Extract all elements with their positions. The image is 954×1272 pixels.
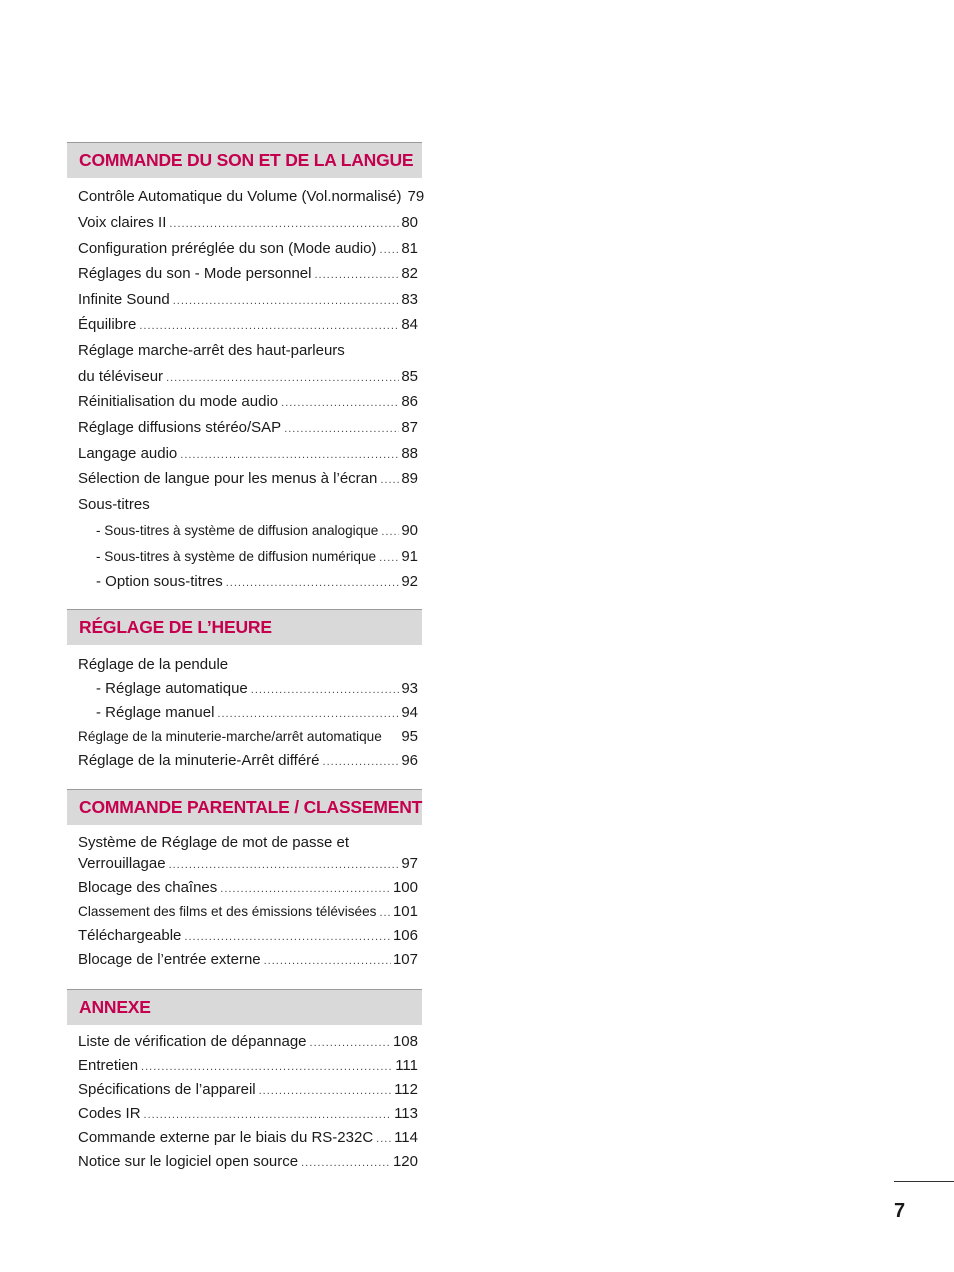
entry-label: Codes IR [78, 1105, 141, 1122]
toc-section-time [67, 609, 422, 769]
entry-label: Blocage de l’entrée externe [78, 951, 261, 968]
dot-leader [217, 708, 399, 720]
entry-label: Équilibre [78, 316, 137, 333]
section-title: RÉGLAGE DE L’HEURE [79, 617, 272, 637]
entry-label: Réinitialisation du mode audio [78, 393, 279, 410]
entry-label: Blocage des chaînes [78, 879, 218, 896]
entry-label: Sous-titres [78, 496, 150, 513]
entry-page: 87 [401, 419, 418, 436]
toc-entry[interactable] [96, 522, 418, 539]
toc-entry[interactable] [96, 680, 418, 697]
toc-entry[interactable] [78, 316, 418, 333]
toc-entry[interactable] [96, 704, 418, 721]
dot-leader [166, 372, 399, 384]
toc-entry[interactable] [78, 265, 418, 282]
section-header [67, 609, 422, 645]
dot-leader [381, 526, 399, 538]
dot-leader [310, 1037, 391, 1049]
entry-label: Verrouillagae [78, 855, 166, 872]
section-title: COMMANDE PARENTALE / CLASSEMENT [79, 797, 423, 817]
toc-entry[interactable] [78, 752, 418, 769]
entry-page: 113 [394, 1105, 418, 1122]
entry-label: Entretien [78, 1057, 139, 1074]
toc-entry[interactable] [78, 951, 418, 968]
toc-section-parental [67, 789, 423, 968]
entry-page: 80 [401, 214, 418, 231]
dot-leader [323, 756, 400, 768]
entry-page: 84 [401, 316, 418, 333]
dot-leader [379, 907, 391, 919]
entry-page: 85 [401, 368, 418, 385]
toc-entry[interactable] [78, 240, 418, 257]
dot-leader [139, 320, 399, 332]
entry-page: 106 [392, 927, 418, 944]
toc-entry[interactable] [78, 1057, 418, 1074]
dot-leader [220, 883, 391, 895]
entry-label: Classement des films et des émissions télévisées [78, 904, 377, 919]
entry-label: - Option sous-titres [96, 573, 223, 590]
dot-leader [184, 931, 391, 943]
entry-page: 100 [392, 879, 418, 896]
page-number-rule [894, 1181, 954, 1182]
entry-label: Langage audio [78, 445, 178, 462]
entry-label: du téléviseur [78, 368, 164, 385]
dot-leader [284, 423, 399, 435]
entry-page: 88 [401, 445, 418, 462]
dot-leader [251, 684, 400, 696]
entry-page: 101 [392, 903, 418, 920]
dot-leader [380, 474, 399, 486]
toc-entry[interactable] [78, 214, 418, 231]
entry-page: 92 [401, 573, 418, 590]
entry-label: Réglage de la minuterie-Arrêt différé [78, 752, 320, 769]
toc-entry[interactable] [78, 656, 418, 673]
toc-entry[interactable] [78, 470, 418, 487]
entry-label: Sélection de langue pour les menus à l’écran [78, 470, 378, 487]
dot-leader [379, 552, 399, 564]
section-title: COMMANDE DU SON ET DE LA LANGUE [79, 150, 414, 170]
entry-page: 96 [401, 752, 418, 769]
toc-entry[interactable] [78, 342, 418, 359]
toc-entry[interactable] [78, 1129, 418, 1146]
entry-page: 107 [392, 951, 418, 968]
entry-page: 81 [401, 240, 418, 257]
toc-entry[interactable] [96, 573, 418, 590]
toc-section-appendix [67, 989, 422, 1170]
toc-entry[interactable] [78, 188, 425, 205]
toc-entry[interactable] [78, 393, 418, 410]
entry-label: Réglages du son - Mode personnel [78, 265, 312, 282]
entry-label: Configuration préréglée du son (Mode audio) [78, 240, 377, 257]
entry-page: 90 [401, 522, 418, 539]
entry-page: 79 [407, 188, 425, 205]
section-title: ANNEXE [79, 997, 151, 1017]
entry-page: 86 [401, 393, 418, 410]
toc-entry[interactable] [78, 1033, 418, 1050]
entry-page: 82 [401, 265, 418, 282]
dot-leader [314, 269, 399, 281]
entry-page: 111 [395, 1057, 418, 1074]
section-header [67, 989, 422, 1025]
dot-leader [226, 577, 400, 589]
toc-entry[interactable] [96, 548, 418, 565]
entry-page: 95 [401, 728, 418, 745]
entry-label: Contrôle Automatique du Volume (Vol.normalisé) [78, 188, 402, 205]
dot-leader [141, 1061, 393, 1073]
entry-label: Réglage de la pendule [78, 656, 229, 673]
entry-label: - Sous-titres à système de diffusion analogique [96, 523, 379, 538]
toc-entry[interactable] [78, 1105, 418, 1122]
dot-leader [376, 1133, 392, 1145]
dot-leader [264, 955, 391, 967]
dot-leader [259, 1085, 392, 1097]
toc-entry[interactable] [78, 1081, 418, 1098]
entry-label: Infinite Sound [78, 291, 170, 308]
section-header [67, 789, 422, 825]
entry-label: Réglage de la minuterie-marche/arrêt automatique [78, 729, 382, 744]
entry-page: 108 [392, 1033, 418, 1050]
section-header [67, 142, 422, 178]
entry-label: - Réglage manuel [96, 704, 215, 721]
dot-leader [301, 1157, 391, 1169]
entry-label: Téléchargeable [78, 927, 182, 944]
entry-page: 94 [401, 704, 418, 721]
entry-page: 120 [392, 1153, 418, 1170]
toc-entry[interactable] [78, 445, 418, 462]
toc-entry[interactable] [78, 496, 418, 513]
toc-entry[interactable] [78, 879, 418, 896]
toc-entry[interactable] [78, 291, 418, 308]
entry-label: Voix claires II [78, 214, 167, 231]
dot-leader [281, 397, 399, 409]
toc-section-sound-language [67, 142, 425, 590]
toc-entry[interactable] [78, 855, 418, 872]
entry-page: 89 [401, 470, 418, 487]
dot-leader [173, 295, 400, 307]
entry-label: Spécifications de l’appareil [78, 1081, 256, 1098]
entry-label: Système de Réglage de mot de passe et [78, 834, 349, 851]
entry-page: 114 [394, 1129, 418, 1146]
entry-label: Liste de vérification de dépannage [78, 1033, 307, 1050]
entry-page: 91 [401, 548, 418, 565]
toc-entry[interactable] [78, 368, 418, 385]
dot-leader [380, 244, 400, 256]
dot-leader [169, 859, 400, 871]
dot-leader [169, 218, 399, 230]
page-number: 7 [894, 1200, 906, 1222]
entry-label: Réglage diffusions stéréo/SAP [78, 419, 282, 436]
entry-label: Réglage marche-arrêt des haut-parleurs [78, 342, 345, 359]
toc-entry[interactable] [78, 419, 418, 436]
dot-leader [180, 449, 399, 461]
toc-entry[interactable] [78, 1153, 418, 1170]
entry-page: 97 [401, 855, 418, 872]
entry-page: 93 [401, 680, 418, 697]
toc-entry[interactable] [78, 728, 418, 745]
toc-entry[interactable] [78, 903, 418, 920]
toc-entry[interactable] [78, 927, 418, 944]
entry-label: - Réglage automatique [96, 680, 248, 697]
toc-entry[interactable] [78, 834, 418, 851]
entry-label: - Sous-titres à système de diffusion numérique [96, 549, 377, 564]
entry-label: Notice sur le logiciel open source [78, 1153, 299, 1170]
entry-label: Commande externe par le biais du RS-232C [78, 1129, 374, 1146]
entry-page: 112 [394, 1081, 418, 1098]
dot-leader [144, 1109, 393, 1121]
entry-page: 83 [401, 291, 418, 308]
